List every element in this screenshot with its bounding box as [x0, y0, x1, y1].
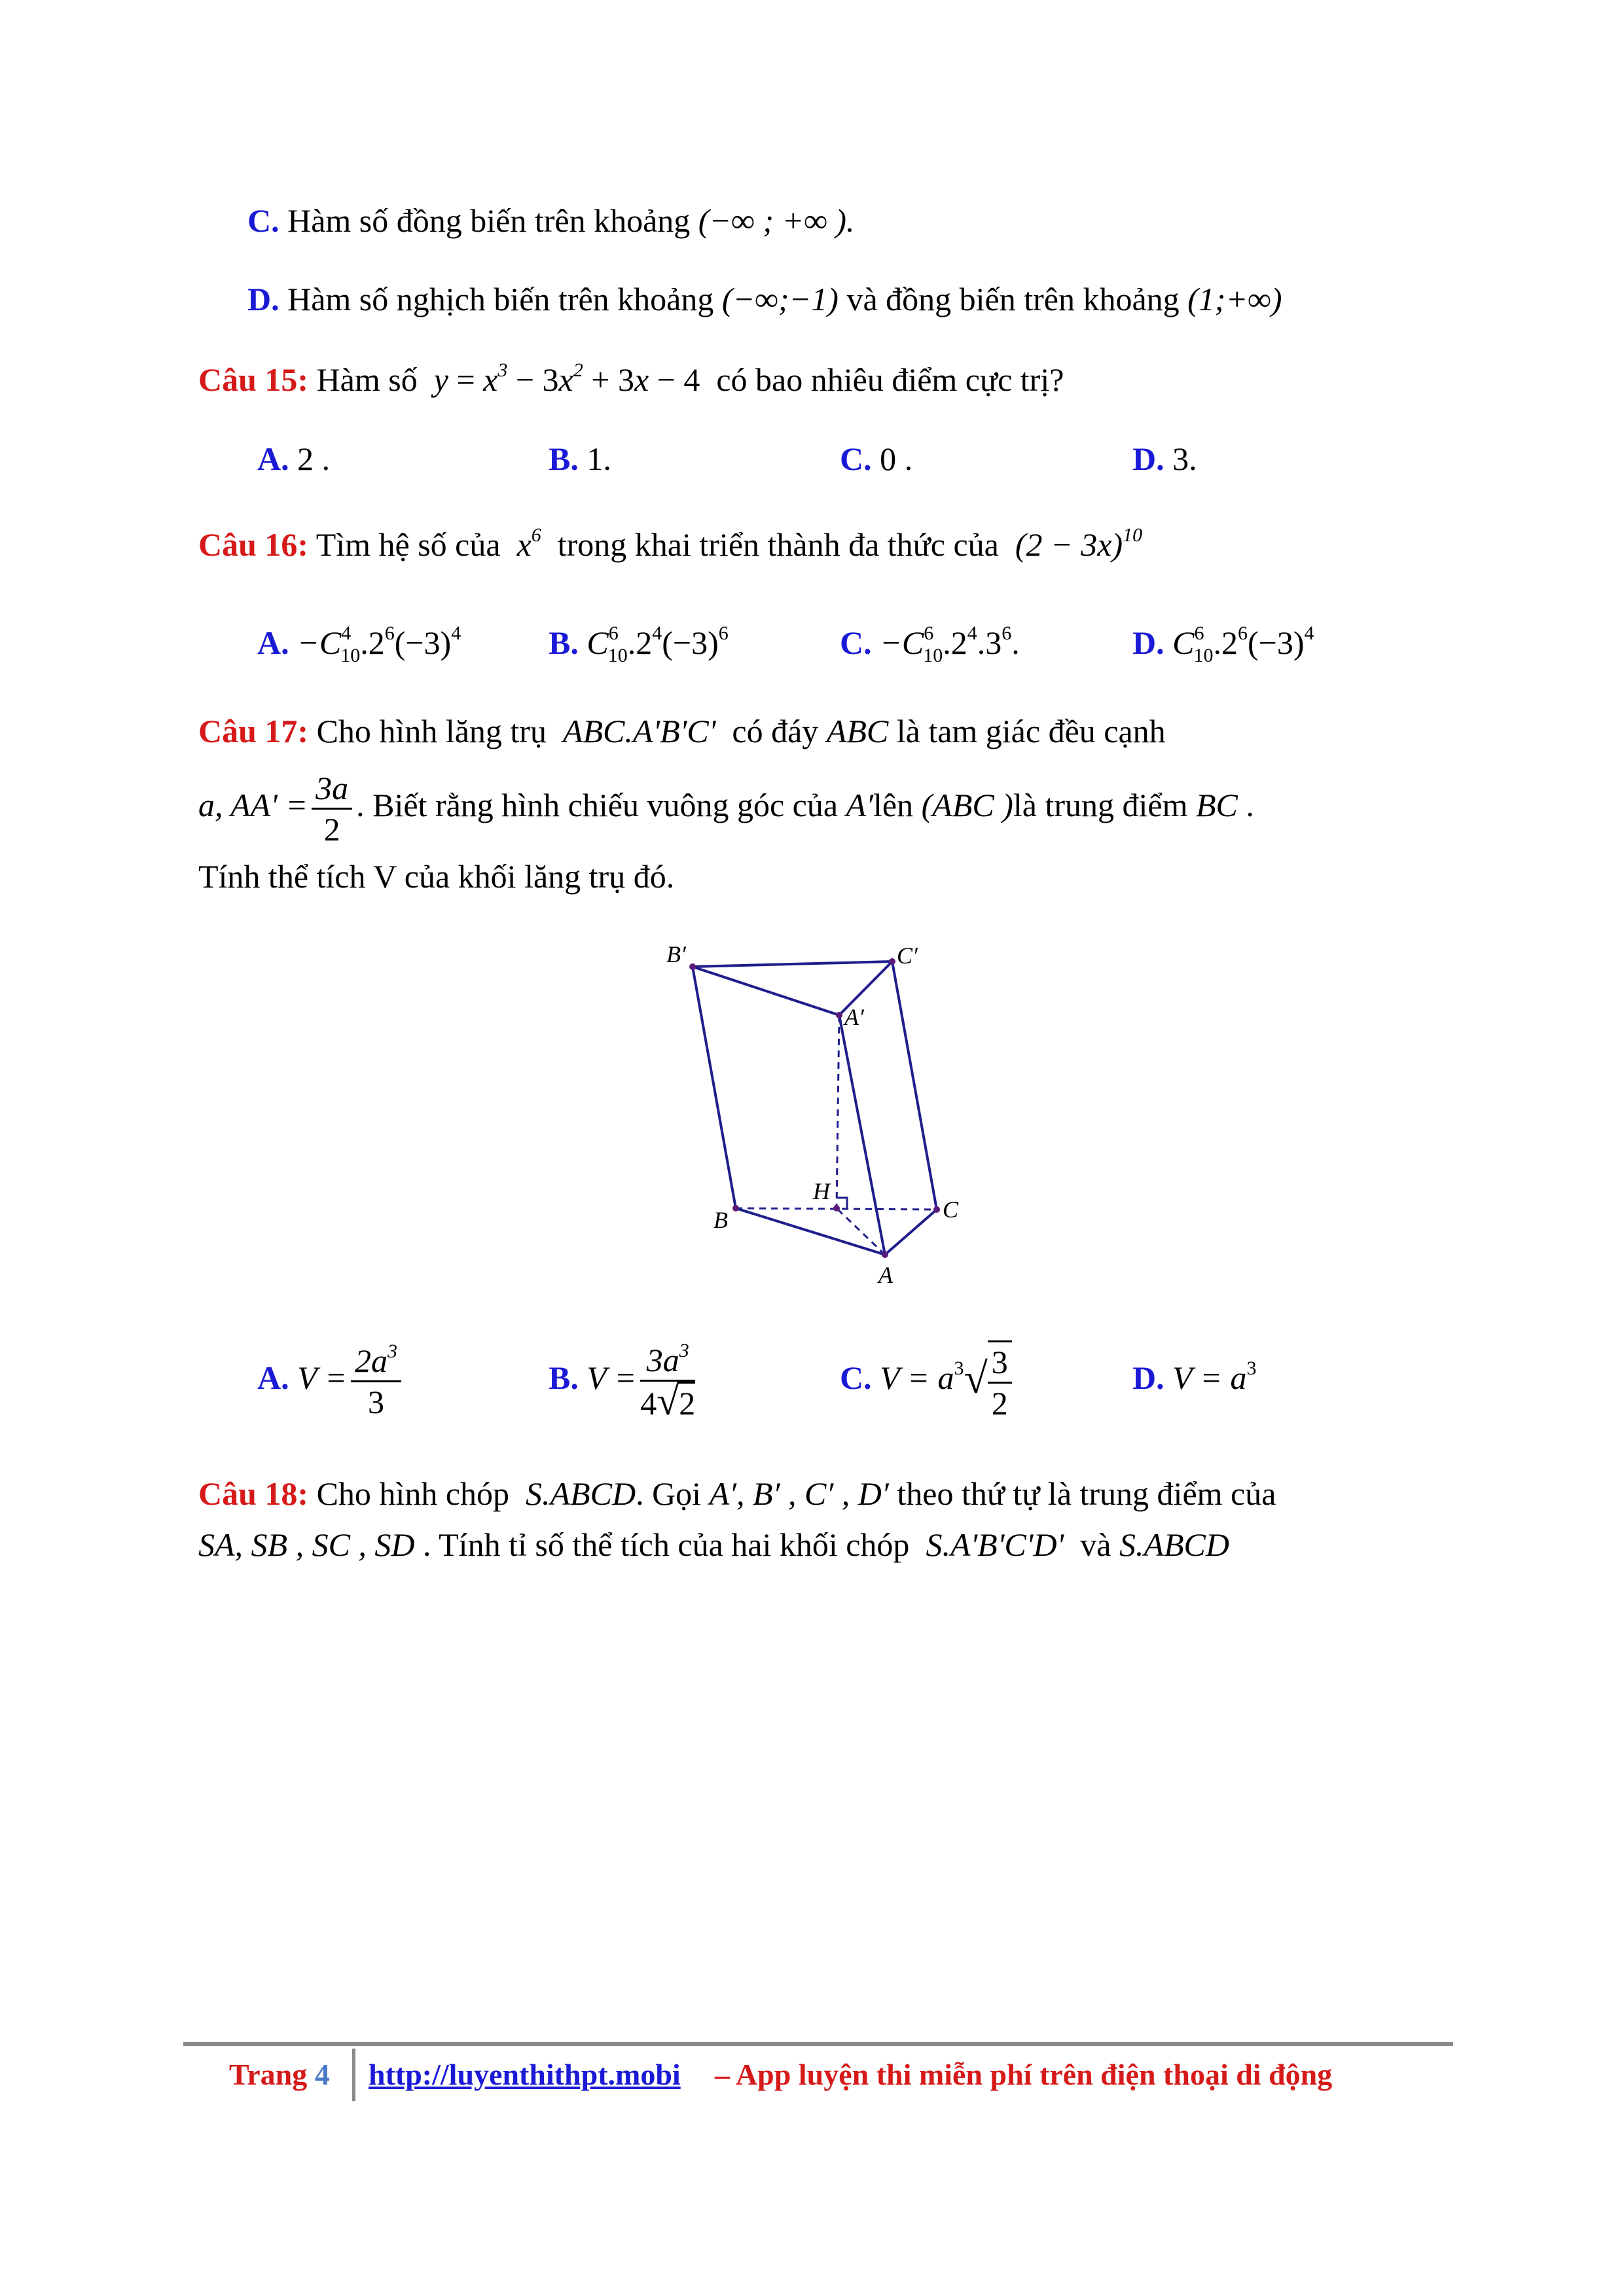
question-label: Câu 18:: [198, 1475, 309, 1512]
question-text: Tìm hệ số của: [316, 526, 501, 563]
q17-option-b: B. V = $\frac{3a^3}{4√2}$: [549, 1339, 696, 1424]
q16-option-c: C. $-C^6_{10}.2^4.3^6$.: [840, 622, 1020, 666]
footer-rule: [183, 2042, 1453, 2046]
q17-stem-line1: Câu 17: Cho hình lăng trụ ABC.A'B'C' có đáy ABC là tam giác đều cạnh: [198, 713, 1166, 749]
interval: (−∞ ; +∞ ).: [698, 202, 855, 239]
label-h: H: [813, 1178, 830, 1204]
option-text-mid: và đồng biến trên khoảng: [846, 281, 1180, 317]
edge-a-c: [885, 1210, 937, 1255]
label-a: A: [878, 1262, 893, 1288]
q17-option-d: D. $V = a^3$: [1132, 1357, 1257, 1396]
q15-option-a: A. 2 .: [257, 440, 331, 477]
footer-link[interactable]: http://luyenthithpt.mobi: [369, 2058, 681, 2091]
page-number: Trang 4: [229, 2058, 330, 2091]
q15-option-b: B. 1.: [549, 440, 611, 477]
question-text: Hàm số: [316, 361, 418, 398]
q16-stem: [198, 524, 1142, 565]
option-text: Hàm số đồng biến trên khoảng: [287, 202, 691, 239]
q16-option-d: D. $C^6_{10}.2^6(-3)^4$: [1132, 622, 1314, 666]
label-b: B: [713, 1207, 728, 1233]
edge-aprime-a: [839, 1015, 885, 1255]
q18-stem-line2: SA, SB , SC , SD . Tính tỉ số thể tích của hai khối chóp S.A'B'C'D' và S.ABCD: [198, 1526, 1230, 1563]
footer-separator: [352, 2049, 355, 2101]
question-text: có bao nhiêu điểm cực trị?: [716, 361, 1064, 398]
label-c-prime: C′: [897, 942, 918, 969]
q16-option-b: B. $C^6_{10}.2^4(-3)^6$: [549, 622, 729, 666]
q15-option-c: C. 0 .: [840, 440, 913, 477]
question-label: Câu 17:: [198, 713, 309, 749]
label-c: C: [943, 1196, 959, 1223]
interval: (−∞;−1): [721, 281, 839, 317]
q18-stem-line1: Câu 18: Cho hình chóp S.ABCD. Gọi A′, B′ , C′ , D′ theo thứ tự là trung điểm của: [198, 1475, 1276, 1512]
q14-option-d: [247, 278, 1282, 320]
question-label: Câu 15:: [198, 361, 309, 398]
label-b-prime: B′: [666, 941, 686, 967]
option-label: D.: [247, 281, 280, 317]
q17-stem-line2: a, AA' = $\frac{3a}{2}$ . Biết rằng hình chiếu vuông góc của A′lên (ABC )là trung điểm BC .: [198, 770, 1254, 848]
footer-tagline: – App luyện thi miễn phí trên điện thoại di động: [715, 2058, 1333, 2091]
label-a-prime: A′: [844, 1004, 864, 1030]
question-text: trong khai triển thành đa thức của: [557, 526, 999, 563]
question-label: Câu 16:: [198, 526, 309, 563]
q15-stem: [198, 359, 1064, 401]
edge-bprime-cprime: [693, 961, 892, 967]
segment-aprime-h: [837, 1015, 839, 1208]
q17-option-a: A. V = $\frac{2a^3}{3}$: [257, 1335, 405, 1422]
fraction: $\frac{3a}{2}$: [312, 768, 352, 849]
page-footer: [0, 2049, 1624, 2101]
edge-bprime-b: [693, 967, 736, 1208]
q16-option-a: A. $-C^4_{10}.2^6(-3)^4$: [257, 622, 461, 666]
q14-option-c: [247, 200, 855, 242]
q17-stem-line3: Tính thể tích V của khối lăng trụ đó.: [198, 858, 675, 895]
edge-b-a: [736, 1208, 885, 1255]
formula: $y = x^3 - 3x^2 + 3x - 4$: [433, 359, 700, 398]
option-label: C.: [247, 202, 280, 239]
option-text: Hàm số nghịch biến trên khoảng: [287, 281, 714, 317]
edge-cprime-c: [892, 961, 937, 1210]
prism-figure: [655, 929, 1021, 1296]
term-x6: $x^6$: [516, 524, 541, 563]
edge-bprime-aprime: [693, 967, 839, 1015]
interval: (1;+∞): [1187, 281, 1282, 317]
binomial: $(2 - 3x)^{10}$: [1015, 524, 1143, 563]
q17-option-c: C. $V = a^3√$ $\frac{3}{2}$: [840, 1335, 1016, 1423]
q15-option-d: D. 3.: [1132, 440, 1197, 477]
